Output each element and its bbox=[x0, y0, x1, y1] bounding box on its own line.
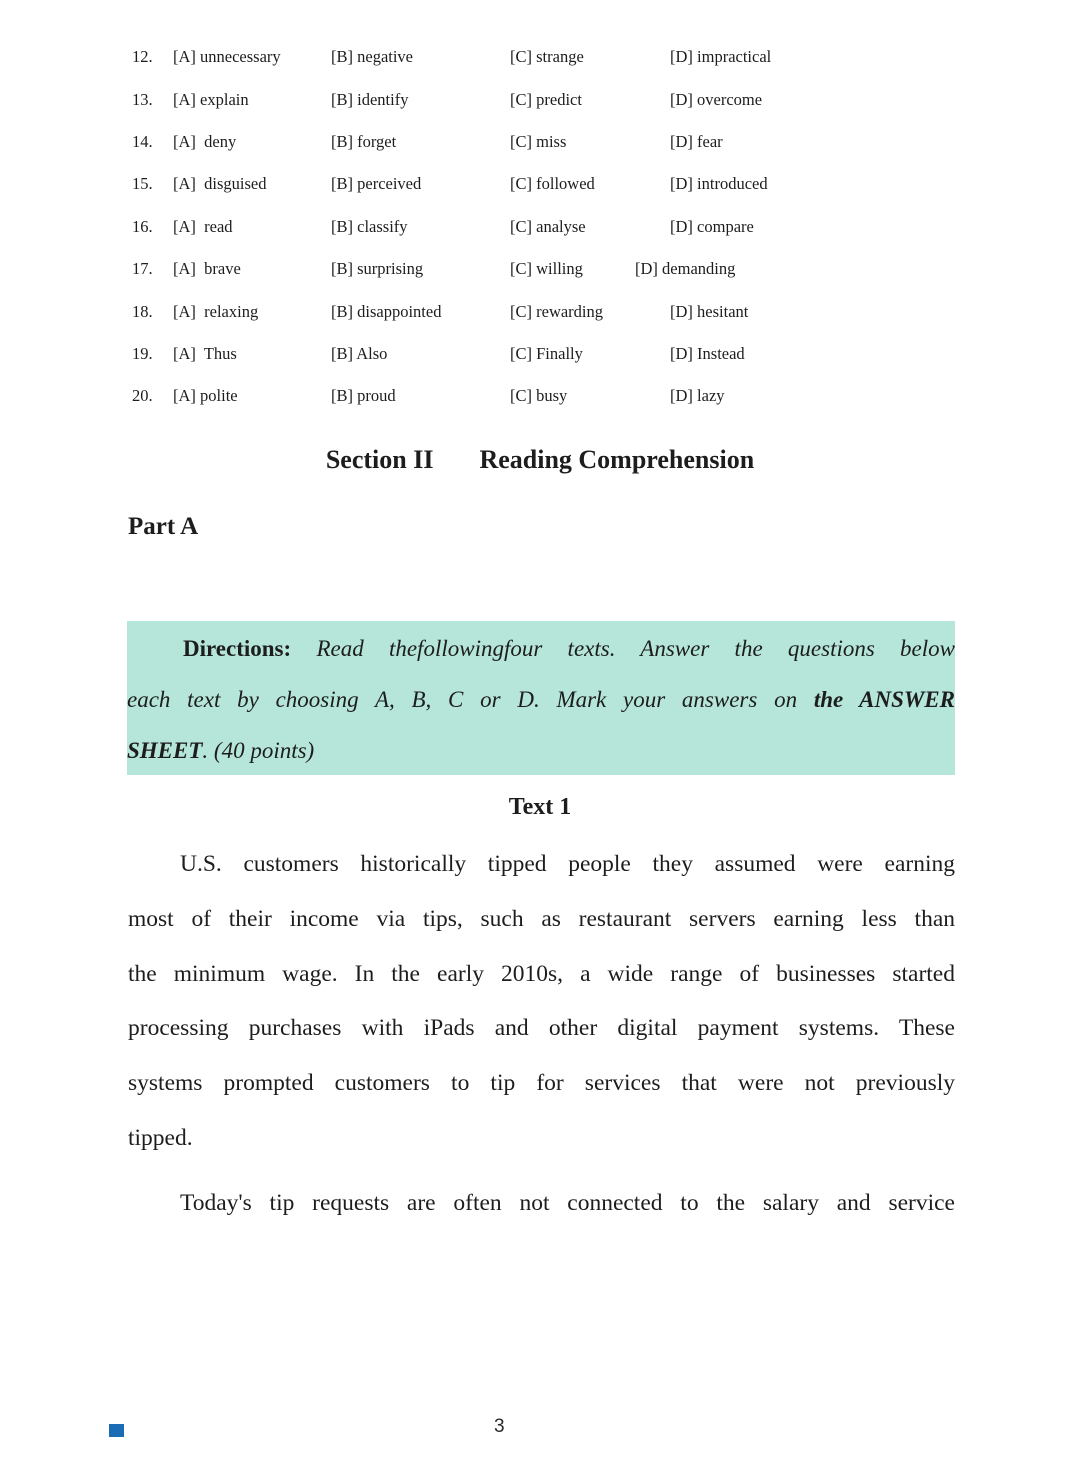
part-a-label: Part A bbox=[128, 513, 199, 540]
option-d: [D] demanding bbox=[635, 259, 736, 279]
directions-text: . (40 points) bbox=[202, 738, 315, 763]
option-a: [A] Thus bbox=[173, 343, 237, 363]
option-b: [B] negative bbox=[331, 47, 414, 67]
option-a: [A] relaxing bbox=[173, 301, 259, 321]
question-row-20 bbox=[132, 375, 958, 417]
directions-line-3 bbox=[127, 725, 955, 776]
question-row-18 bbox=[132, 290, 958, 332]
cloze-options-list bbox=[132, 36, 958, 418]
option-a: [A] polite bbox=[173, 386, 238, 406]
option-d: [D] fear bbox=[670, 131, 723, 151]
question-number: 15. bbox=[132, 174, 153, 194]
option-b: [B] identify bbox=[331, 89, 409, 109]
question-number: 20. bbox=[132, 386, 153, 406]
question-number: 16. bbox=[132, 216, 153, 236]
question-number: 13. bbox=[132, 89, 153, 109]
option-b: [B] Also bbox=[331, 343, 388, 363]
question-number: 18. bbox=[132, 301, 153, 321]
option-b: [B] forget bbox=[331, 131, 397, 151]
option-a: [A] brave bbox=[173, 259, 241, 279]
option-c: [C] Finally bbox=[510, 343, 583, 363]
directions-line-1 bbox=[127, 623, 955, 674]
directions-text: each text by choosing A, B, C or D. Mark your answers on bbox=[127, 687, 798, 712]
option-c: [C] strange bbox=[510, 47, 584, 67]
option-d: [D] hesitant bbox=[670, 301, 749, 321]
option-d: [D] impractical bbox=[670, 47, 772, 67]
option-b: [B] proud bbox=[331, 386, 396, 406]
option-a: [A] read bbox=[173, 216, 233, 236]
directions-line-2 bbox=[127, 674, 955, 725]
page-number: 3 bbox=[494, 1416, 505, 1437]
option-c: [C] analyse bbox=[510, 216, 586, 236]
paragraph-line: Today's tip requests are often not connected to the salary and service bbox=[180, 1190, 955, 1216]
option-d: [D] introduced bbox=[670, 174, 768, 194]
question-row-12 bbox=[132, 36, 958, 78]
option-d: [D] Instead bbox=[670, 343, 745, 363]
option-d: [D] overcome bbox=[670, 89, 763, 109]
paragraph-line: the minimum wage. In the early 2010s, a wide range of businesses started bbox=[128, 960, 955, 987]
question-number: 14. bbox=[132, 131, 153, 151]
option-c: [C] predict bbox=[510, 89, 582, 109]
question-number: 19. bbox=[132, 343, 153, 363]
directions-emphasis: SHEET bbox=[127, 738, 203, 763]
option-c: [C] willing bbox=[510, 259, 583, 279]
directions-text: Read thefollowingfour texts. Answer the questions below bbox=[316, 636, 956, 661]
question-row-17 bbox=[132, 248, 958, 290]
option-c: [C] followed bbox=[510, 174, 595, 194]
option-b: [B] classify bbox=[331, 216, 408, 236]
footer-marker-square bbox=[109, 1424, 124, 1437]
option-c: [C] busy bbox=[510, 386, 568, 406]
directions-highlight-box bbox=[127, 621, 955, 775]
question-row-15 bbox=[132, 163, 958, 205]
option-a: [A] explain bbox=[173, 89, 249, 109]
option-c: [C] miss bbox=[510, 131, 567, 151]
paragraph-1 bbox=[128, 837, 955, 1166]
option-b: [B] perceived bbox=[331, 174, 422, 194]
directions-emphasis: the ANSWER bbox=[813, 687, 955, 712]
option-a: [A] disguised bbox=[173, 174, 267, 194]
option-a: [A] deny bbox=[173, 131, 237, 151]
option-a: [A] unnecessary bbox=[173, 47, 281, 67]
question-number: 17. bbox=[132, 259, 153, 279]
question-number: 12. bbox=[132, 47, 153, 67]
question-row-16 bbox=[132, 206, 958, 248]
question-row-13 bbox=[132, 78, 958, 120]
text1-heading: Text 1 bbox=[508, 794, 572, 820]
paragraph-line: U.S. customers historically tipped people they assumed were earning bbox=[180, 851, 955, 877]
option-c: [C] rewarding bbox=[510, 301, 604, 321]
paragraph-line: processing purchases with iPads and other digital payment systems. These bbox=[128, 1015, 955, 1042]
question-row-19 bbox=[132, 333, 958, 375]
paragraph-2 bbox=[128, 1176, 955, 1231]
option-d: [D] lazy bbox=[670, 386, 725, 406]
question-row-14 bbox=[132, 121, 958, 163]
option-b: [B] surprising bbox=[331, 259, 424, 279]
paragraph-line: most of their income via tips, such as restaurant servers earning less than bbox=[128, 905, 955, 932]
paragraph-line: systems prompted customers to tip for services that were not previously bbox=[128, 1070, 955, 1097]
option-d: [D] compare bbox=[670, 216, 754, 236]
section-heading-number: Section II bbox=[325, 445, 434, 474]
option-b: [B] disappointed bbox=[331, 301, 442, 321]
section-heading bbox=[0, 445, 1080, 475]
section-heading-title: Reading Comprehension bbox=[479, 445, 755, 474]
directions-label: Directions: bbox=[183, 636, 292, 661]
paragraph-line: tipped. bbox=[128, 1124, 193, 1151]
